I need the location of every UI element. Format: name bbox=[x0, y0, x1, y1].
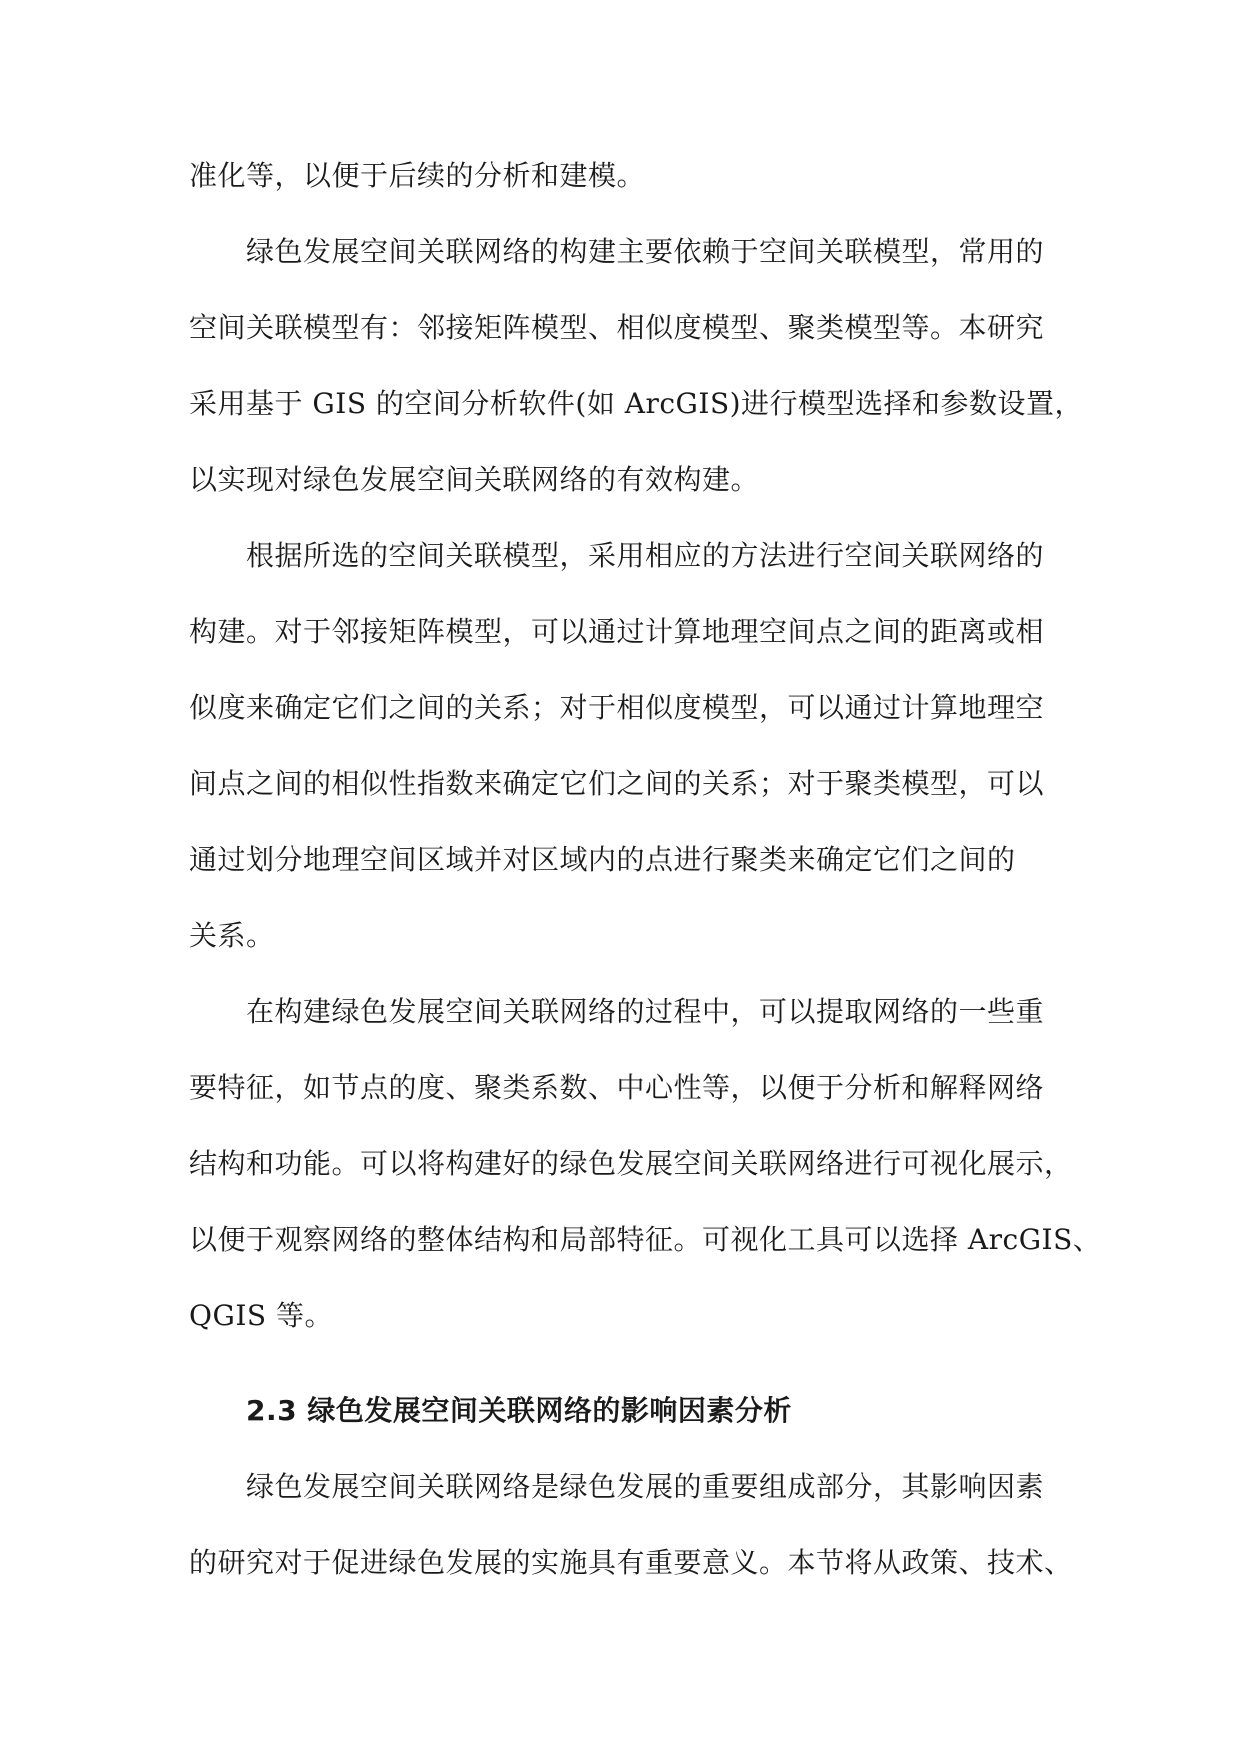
paragraph-line: 构建。对于邻接矩阵模型，可以通过计算地理空间点之间的距离或相 bbox=[189, 615, 1045, 648]
paragraph-line: 空间关联模型有：邻接矩阵模型、相似度模型、聚类模型等。本研究 bbox=[189, 311, 1045, 344]
paragraph-line: 关系。 bbox=[189, 919, 275, 952]
paragraph-line: 采用基于 GIS 的空间分析软件(如 ArcGIS)进行模型选择和参数设置， bbox=[189, 387, 1084, 420]
section-heading: 2.3 绿色发展空间关联网络的影响因素分析 bbox=[246, 1394, 792, 1427]
paragraph-line: 根据所选的空间关联模型，采用相应的方法进行空间关联网络的 bbox=[246, 539, 1045, 572]
paragraph-line: 要特征，如节点的度、聚类系数、中心性等，以便于分析和解释网络 bbox=[189, 1071, 1045, 1104]
paragraph-line: 间点之间的相似性指数来确定它们之间的关系；对于聚类模型，可以 bbox=[189, 767, 1045, 800]
paragraph-line: QGIS 等。 bbox=[189, 1299, 333, 1332]
paragraph-line: 绿色发展空间关联网络的构建主要依赖于空间关联模型，常用的 bbox=[246, 235, 1045, 268]
paragraph-line: 结构和功能。可以将构建好的绿色发展空间关联网络进行可视化展示， bbox=[189, 1147, 1073, 1180]
paragraph-line: 在构建绿色发展空间关联网络的过程中，可以提取网络的一些重 bbox=[246, 995, 1045, 1028]
paragraph-line: 以实现对绿色发展空间关联网络的有效构建。 bbox=[189, 463, 760, 496]
paragraph-line: 以便于观察网络的整体结构和局部特征。可视化工具可以选择 ArcGIS、 bbox=[189, 1223, 1102, 1256]
paragraph-line: 准化等，以便于后续的分析和建模。 bbox=[189, 159, 646, 192]
paragraph-line: 通过划分地理空间区域并对区域内的点进行聚类来确定它们之间的 bbox=[189, 843, 1016, 876]
paragraph-line: 绿色发展空间关联网络是绿色发展的重要组成部分，其影响因素 bbox=[246, 1470, 1045, 1503]
paragraph-line: 的研究对于促进绿色发展的实施具有重要意义。本节将从政策、技术、 bbox=[189, 1546, 1073, 1579]
paragraph-line: 似度来确定它们之间的关系；对于相似度模型，可以通过计算地理空 bbox=[189, 691, 1045, 724]
